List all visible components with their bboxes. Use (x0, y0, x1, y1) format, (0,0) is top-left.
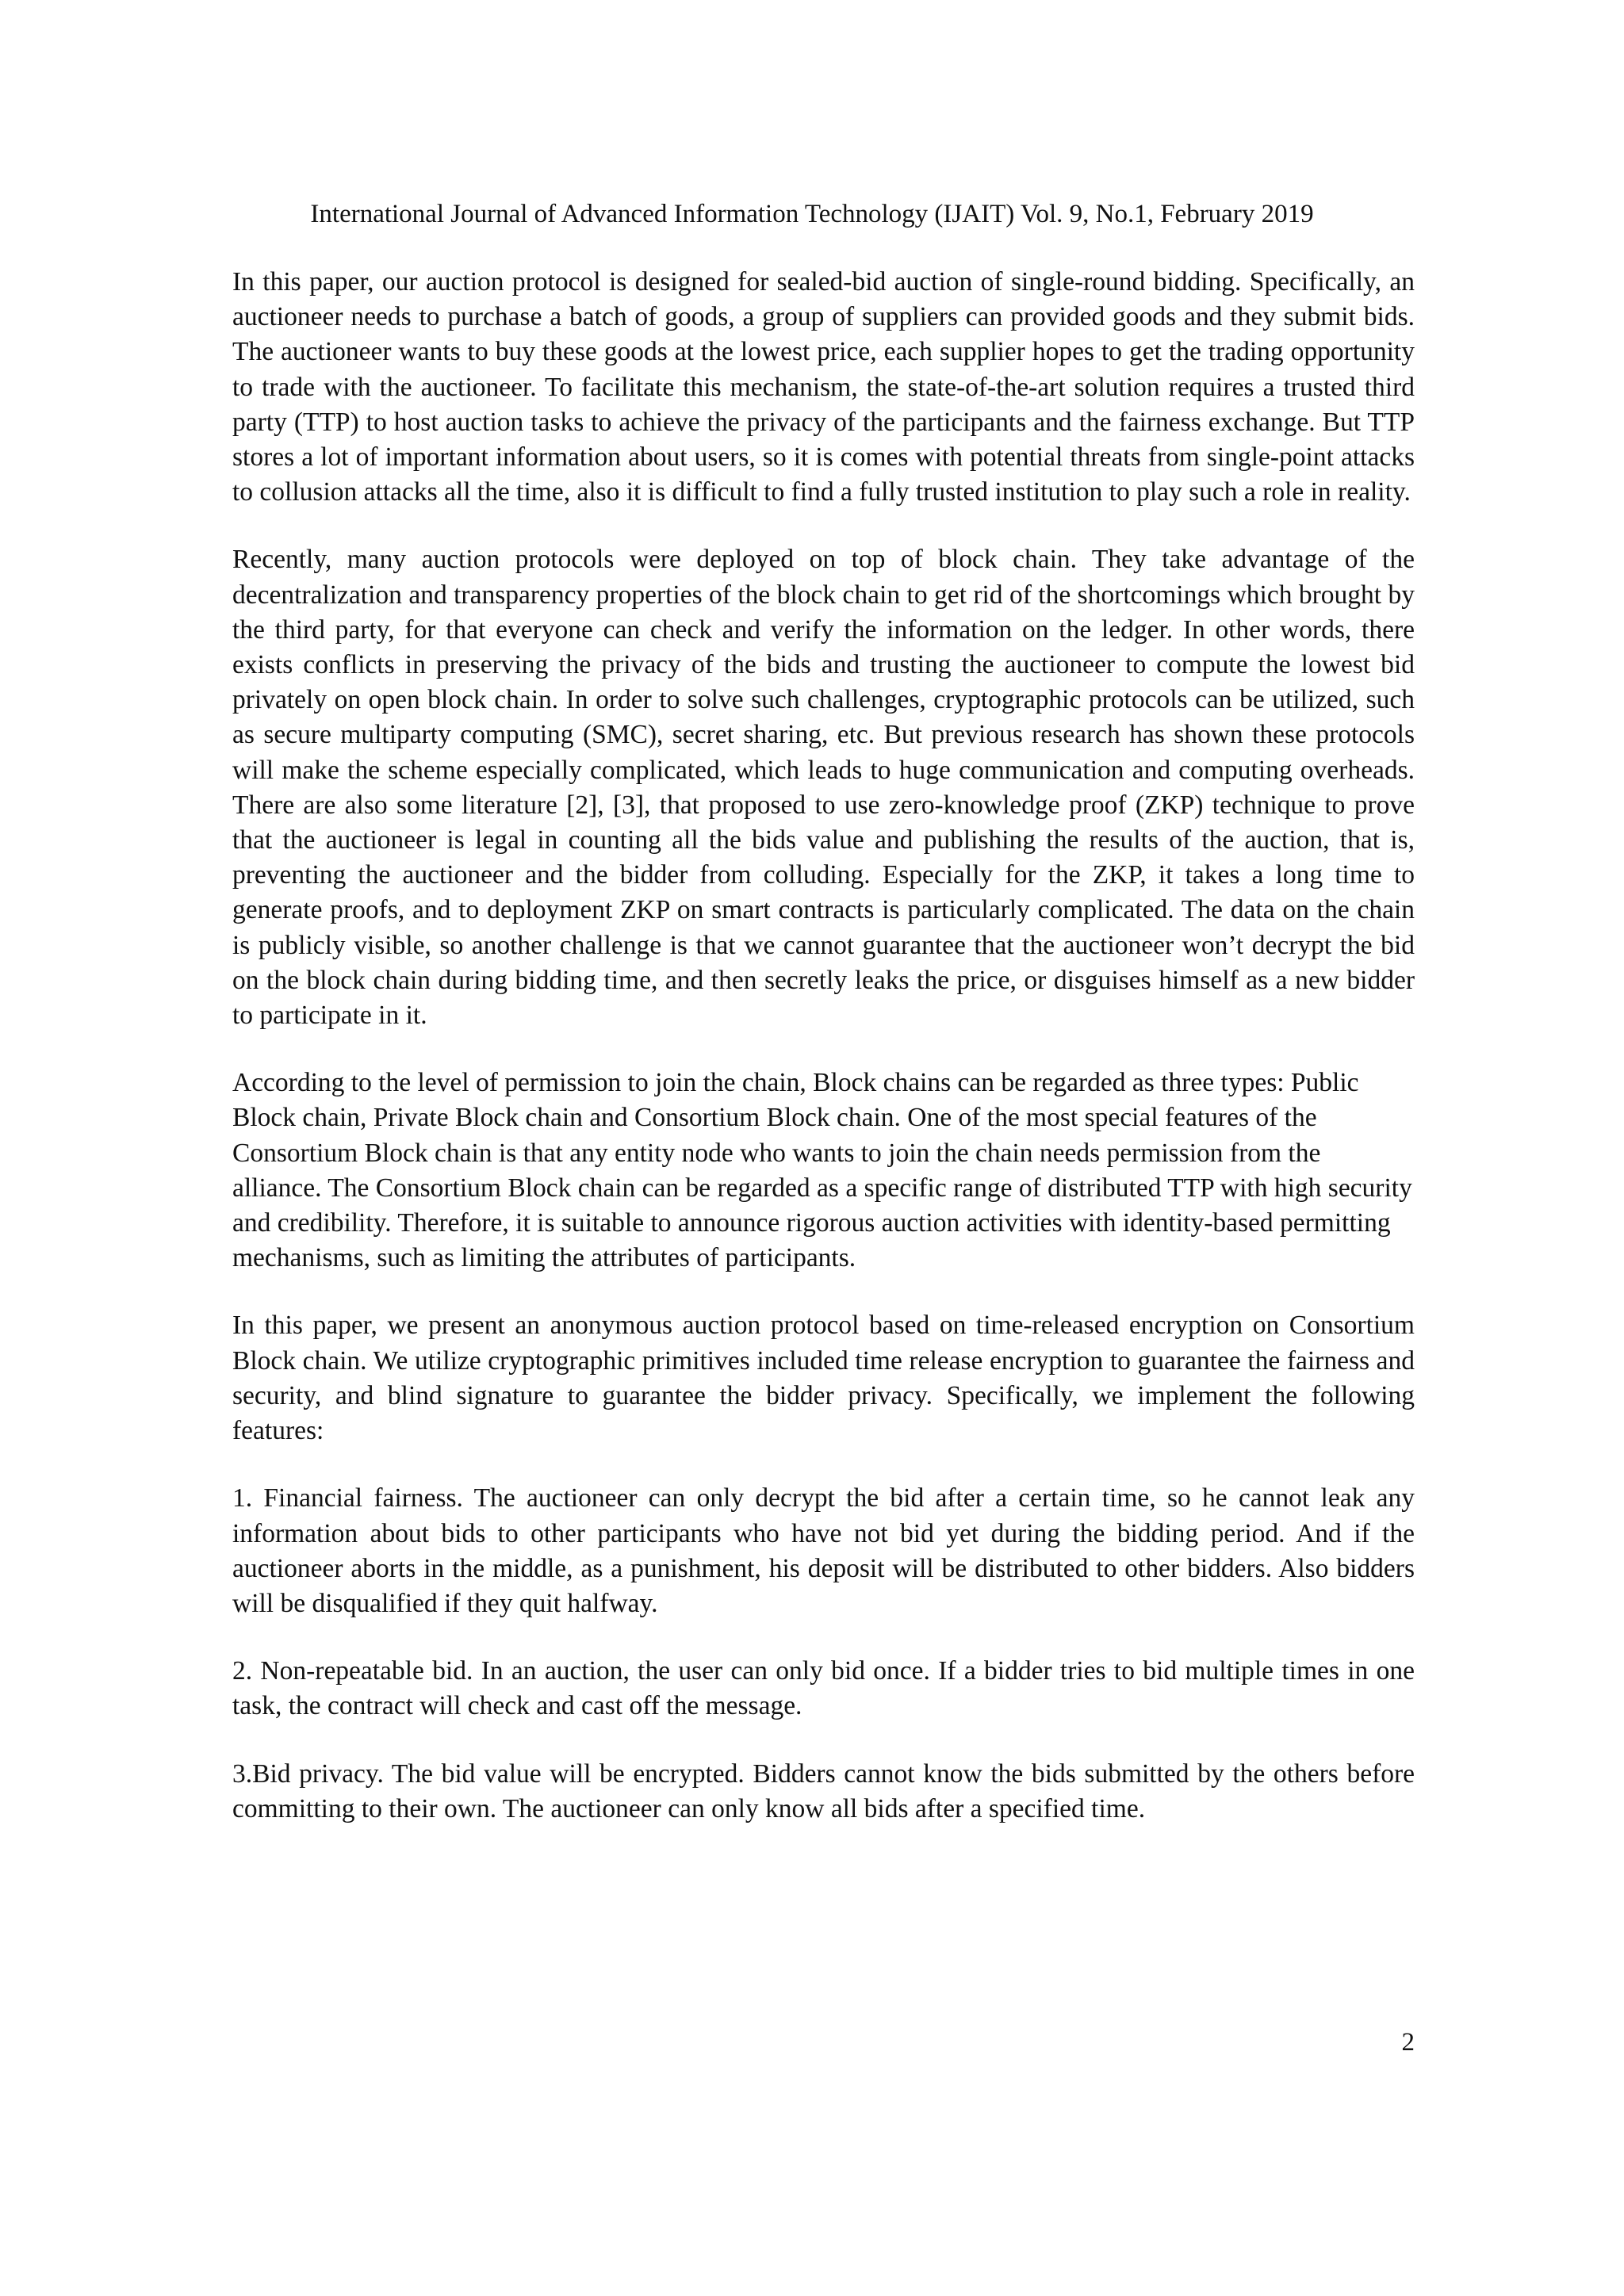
paragraph-consortium-blockchain: According to the level of permission to join the chain, Block chains can be regarded as three types: Public Block chain, Private Block chain and Consortium Block chain. One of the most special features of the Consortium Block chain is that any entity node who wants to join the chain needs permission from the alliance. The Consortium Block chain can be regarded as a specific range of distributed TTP with high security and credibility. Therefore, it is suitable to announce rigorous auction activities with identity-based permitting mechanisms, such as limiting the attributes of participants. (232, 1068, 1412, 1273)
paragraph-blockchain-auctions: Recently, many auction protocols were deployed on top of block chain. They take advantage of the decentralization and transparency properties of the block chain to get rid of the shortcomings which brought by the third party, for that everyone can check and verify the information on the ledger. In other words, there exists conflicts in preserving the privacy of the bids and trusting the auctioneer to compute the lowest bid privately on open block chain. In order to solve such challenges, cryptographic protocols can be utilized, such as secure multiparty computing (SMC), secret sharing, etc. But previous research has shown these protocols will make the scheme especially complicated, which leads to huge communication and computing overheads. There are also some literature [2], [3], that proposed to use zero-knowledge proof (ZKP) technique to prove that the auctioneer is legal in counting all the bids value and publishing the results of the auction, that is, preventing the auctioneer and the bidder from colluding. Especially for the ZKP, it takes a long time to generate proofs, and to deployment ZKP on smart contracts is particularly complicated. The data on the chain is publicly visible, so another challenge is that we cannot guarantee that the auctioneer won’t decrypt the bid on the block chain during bidding time, and then secretly leaks the price, or disguises himself as a new bidder to participate in it. (232, 545, 1415, 1031)
body-text (232, 265, 1415, 1859)
paragraph-auction-design: In this paper, our auction protocol is designed for sealed-bid auction of single-round bidding. Specifically, an auctioneer needs to purchase a batch of goods, a group of suppliers can provided goods and they submit bids. The auctioneer wants to buy these goods at the lowest price, each supplier hopes to get the trading opportunity to trade with the auctioneer. To facilitate this mechanism, the state-of-the-art solution requires a trusted third party (TTP) to host auction tasks to achieve the privacy of the participants and the fairness exchange. But TTP stores a lot of important information about users, so it is comes with potential threats from single-point attacks to collusion attacks all the time, also it is difficult to find a fully trusted institution to play such a role in reality. (232, 267, 1415, 507)
list-item-non-repeatable-bid: 2. Non-repeatable bid. In an auction, the user can only bid once. If a bidder tries to bid multiple times in one task, the contract will check and cast off the message. (232, 1656, 1415, 1721)
list-item-financial-fairness: 1. Financial fairness. The auctioneer can only decrypt the bid after a certain time, so he cannot leak any information about bids to other participants who have not bid yet during the bidding period. And if the auctioneer aborts in the middle, as a punishment, his deposit will be distributed to other bidders. Also bidders will be disqualified if they quit halfway. (232, 1483, 1415, 1618)
paragraph-proposed-protocol: In this paper, we present an anonymous auction protocol based on time-released encryption on Consortium Block chain. We utilize cryptographic primitives included time release encryption to guarantee the fairness and security, and blind signature to guarantee the bidder privacy. Specifically, we implement the following features: (232, 1311, 1415, 1446)
list-item-bid-privacy: 3.Bid privacy. The bid value will be encrypted. Bidders cannot know the bids submitted by the others before committing to their own. The auctioneer can only know all bids after a specified time. (232, 1758, 1415, 1823)
page-number: 2 (1401, 2028, 1415, 2057)
running-header: International Journal of Advanced Information Technology (IJAIT) Vol. 9, No.1, February 2019 (310, 200, 1314, 228)
